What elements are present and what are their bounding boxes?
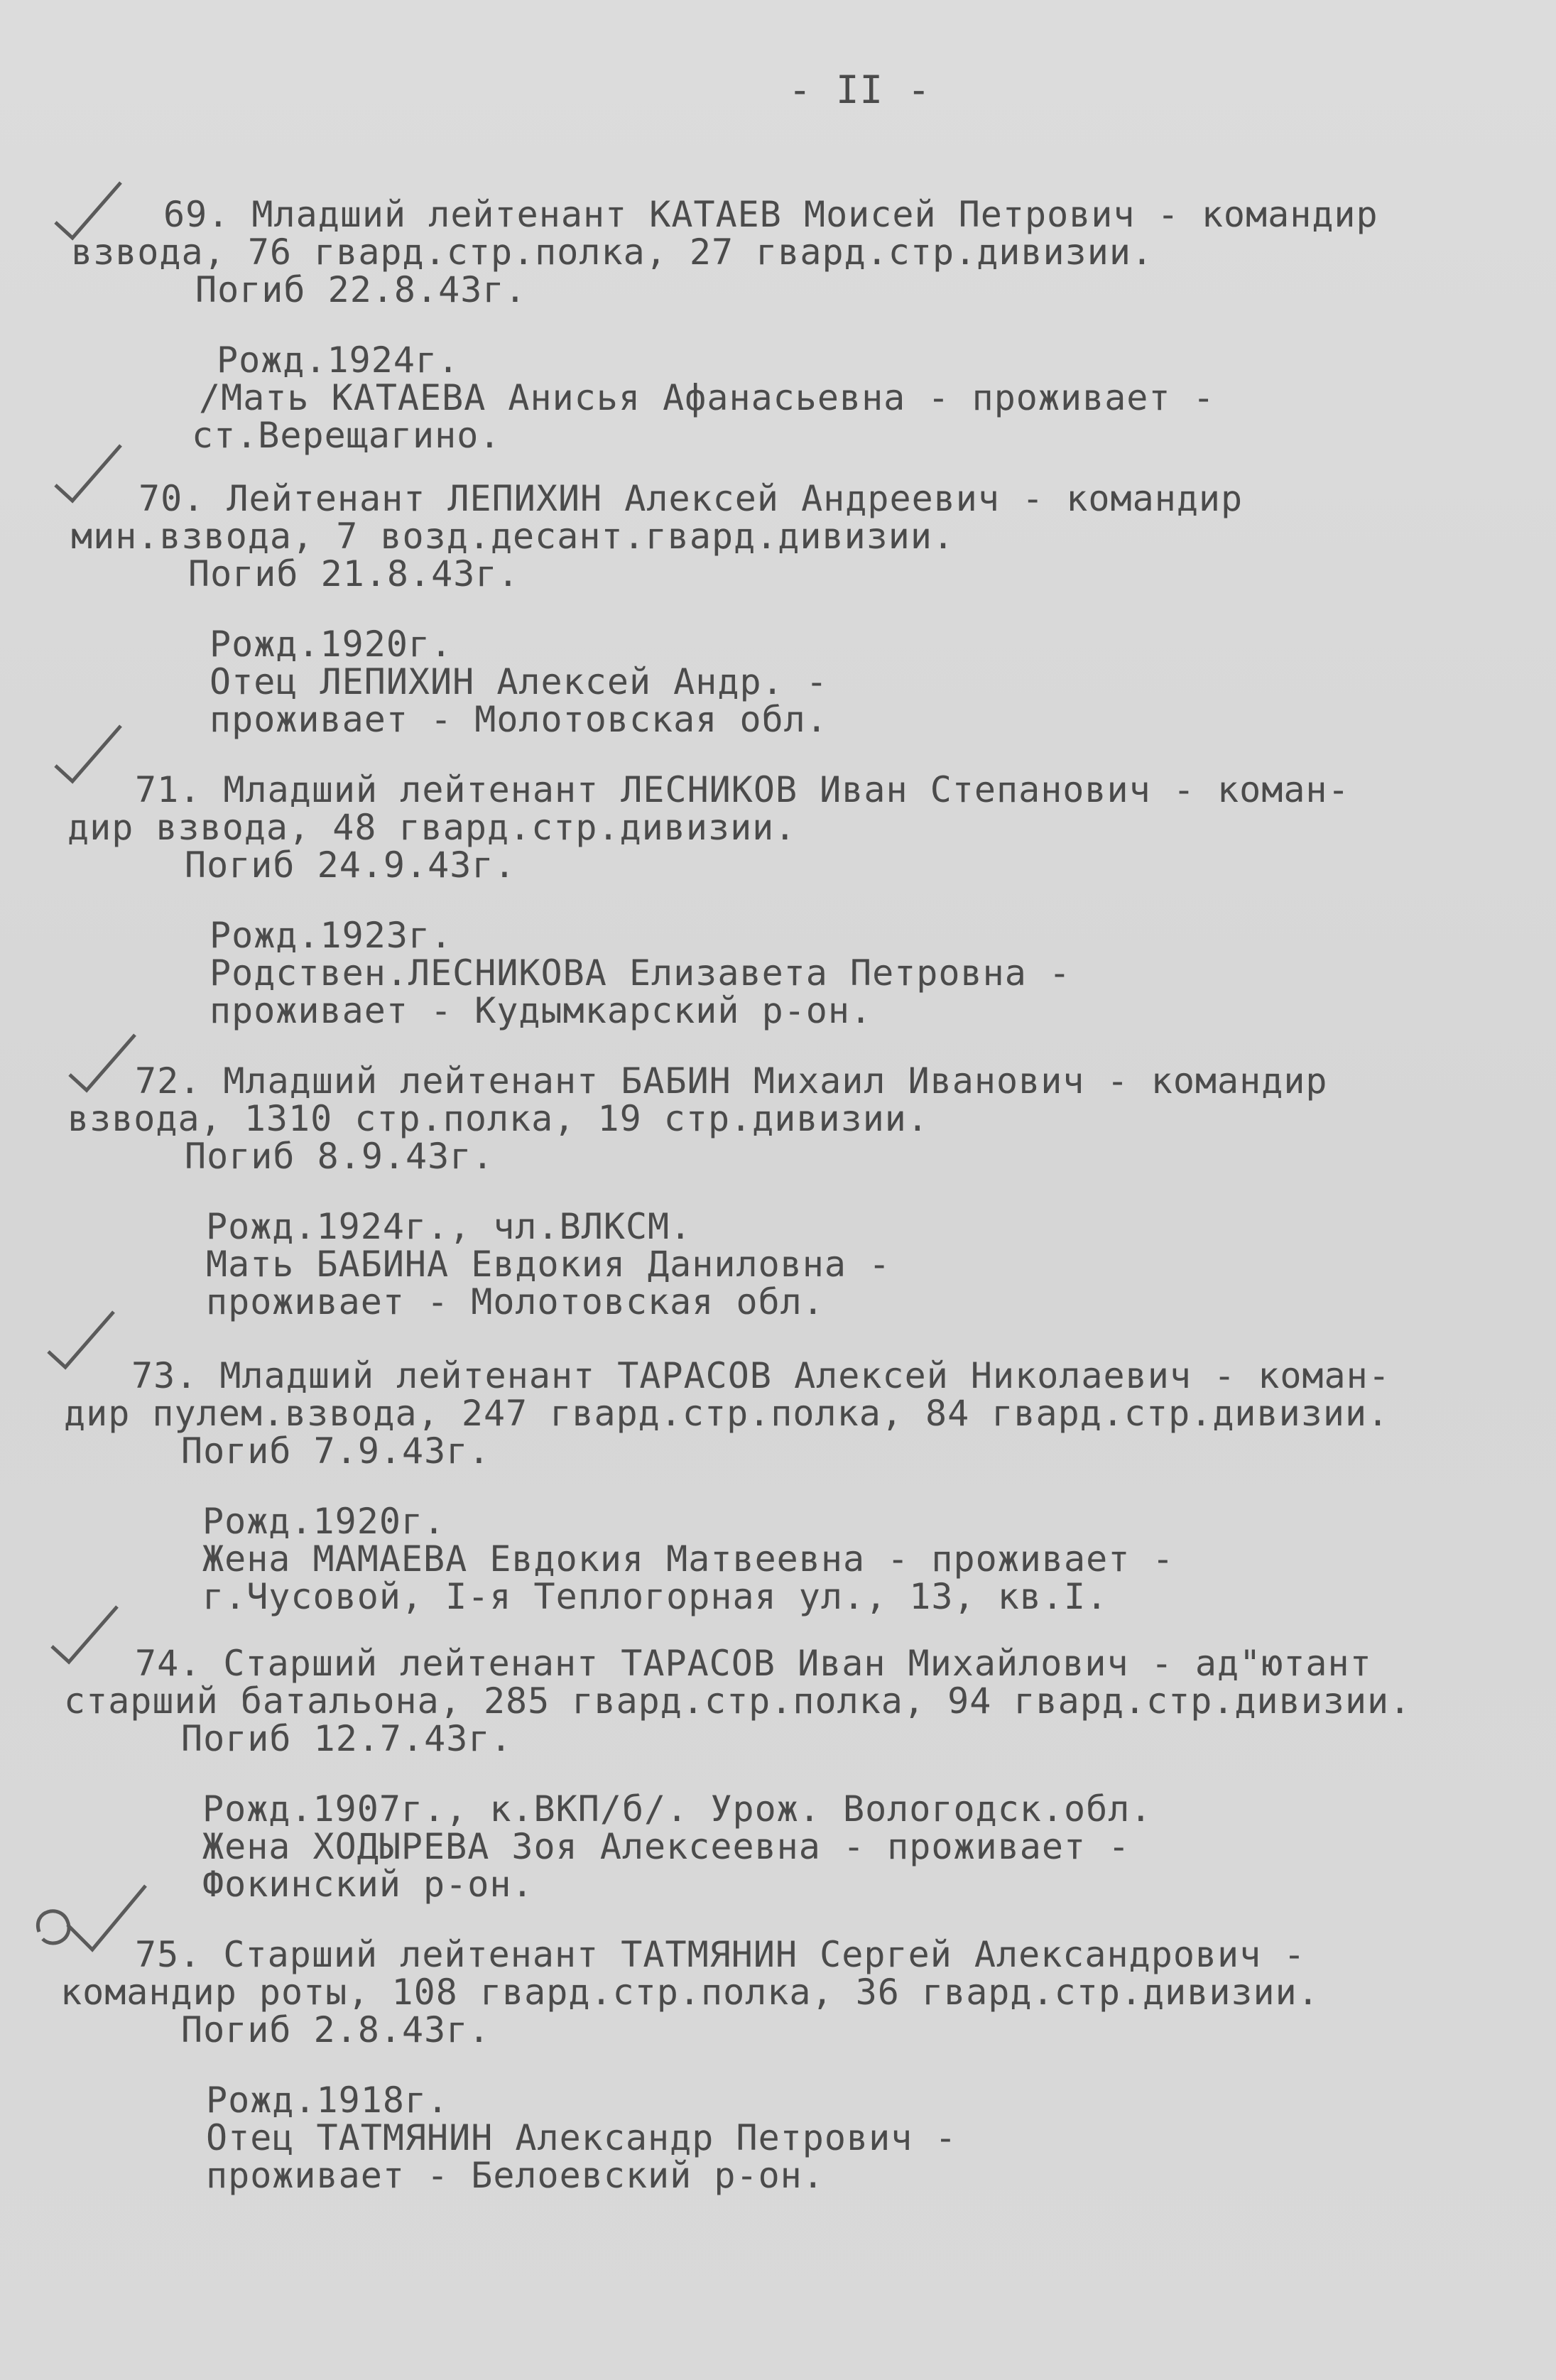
- checkmark-icon: [46, 1605, 124, 1669]
- scribble-checkmark-icon: [25, 1882, 153, 1967]
- entry-74-info-3: Фокинский р-он.: [202, 1864, 534, 1905]
- entry-72-line2: взвода, 1310 стр.полка, 19 стр.дивизии.: [67, 1098, 929, 1139]
- entry-74-line2: старший батальона, 285 гвард.стр.полка, 94 гвард.стр.дивизии.: [64, 1680, 1412, 1722]
- entry-69-died: Погиб 22.8.43г.: [195, 269, 527, 310]
- entry-75-info-1: Рожд.1918г.: [206, 2080, 450, 2121]
- entry-72-died: Погиб 8.9.43г.: [185, 1136, 494, 1177]
- entry-69-line1: 69. Младший лейтенант КАТАЕВ Моисей Петрович - командир: [163, 194, 1378, 235]
- checkmark-icon: [43, 1310, 121, 1374]
- page-number: - II -: [788, 67, 932, 112]
- entry-70-info-3: проживает - Молотовская обл.: [210, 699, 828, 740]
- entry-71-info-2: Родствен.ЛЕСНИКОВА Елизавета Петровна -: [210, 952, 1071, 994]
- entry-69-info-2: /Мать КАТАЕВА Анисья Афанасьевна - проживает -: [199, 377, 1215, 418]
- entry-74-line1: 74. Старший лейтенант ТАРАСОВ Иван Михайлович - ад"ютант: [135, 1643, 1372, 1684]
- entry-73-died: Погиб 7.9.43г.: [181, 1430, 491, 1472]
- entry-74-info-1: Рожд.1907г., к.ВКП/б/. Урож. Вологодск.обл.: [202, 1788, 1153, 1830]
- entry-75-info-3: проживает - Белоевский р-он.: [206, 2155, 825, 2196]
- entry-69-line2: взвода, 76 гвард.стр.полка, 27 гвард.стр.дивизии.: [71, 232, 1154, 273]
- entry-71-line2: дир взвода, 48 гвард.стр.дивизии.: [67, 807, 797, 848]
- entry-74-info-2: Жена ХОДЫРЕВА Зоя Алексеевна - проживает -: [202, 1826, 1131, 1867]
- entry-69-info-1: Рожд.1924г.: [217, 339, 460, 381]
- entry-75-line2: командир роты, 108 гвард.стр.полка, 36 гвард.стр.дивизии.: [60, 1972, 1320, 2013]
- entry-70-line1: 70. Лейтенант ЛЕПИХИН Алексей Андреевич - командир: [138, 478, 1244, 519]
- entry-70-died: Погиб 21.8.43г.: [188, 553, 520, 594]
- checkmark-icon: [64, 1033, 142, 1097]
- entry-72-info-2: Мать БАБИНА Евдокия Даниловна -: [206, 1244, 891, 1285]
- entry-73-line2: дир пулем.взвода, 247 гвард.стр.полка, 84 гвард.стр.дивизии.: [64, 1393, 1390, 1434]
- checkmark-icon: [50, 724, 128, 788]
- entry-73-line1: 73. Младший лейтенант ТАРАСОВ Алексей Николаевич - коман-: [131, 1355, 1391, 1396]
- entry-71-line1: 71. Младший лейтенант ЛЕСНИКОВ Иван Степанович - коман-: [135, 769, 1350, 810]
- entry-72-info-3: проживает - Молотовская обл.: [206, 1281, 825, 1322]
- entry-71-died: Погиб 24.9.43г.: [185, 844, 516, 886]
- entry-74-died: Погиб 12.7.43г.: [181, 1718, 513, 1759]
- entry-75-line1: 75. Старший лейтенант ТАТМЯНИН Сергей Александрович -: [135, 1934, 1306, 1975]
- entry-73-info-3: г.Чусовой, I-я Теплогорная ул., 13, кв.I.: [202, 1576, 1109, 1617]
- entry-75-died: Погиб 2.8.43г.: [181, 2009, 491, 2050]
- entry-75-info-2: Отец ТАТМЯНИН Александр Петрович -: [206, 2117, 957, 2158]
- checkmark-icon: [50, 444, 128, 508]
- entry-69-info-3: ст.Верещагино.: [192, 415, 501, 456]
- entry-73-info-1: Рожд.1920г.: [202, 1501, 446, 1542]
- entry-71-info-3: проживает - Кудымкарский р-он.: [210, 990, 873, 1031]
- entry-73-info-2: Жена МАМАЕВА Евдокия Матвеевна - проживает -: [202, 1538, 1175, 1580]
- entry-71-info-1: Рожд.1923г.: [210, 915, 453, 956]
- entry-70-line2: мин.взвода, 7 возд.десант.гвард.дивизии.: [71, 516, 955, 557]
- entry-70-info-1: Рожд.1920г.: [210, 624, 453, 665]
- entry-70-info-2: Отец ЛЕПИХИН Алексей Андр. -: [210, 661, 828, 702]
- entry-72-info-1: Рожд.1924г., чл.ВЛКСМ.: [206, 1206, 692, 1247]
- entry-72-line1: 72. Младший лейтенант БАБИН Михаил Иванович - командир: [135, 1060, 1328, 1102]
